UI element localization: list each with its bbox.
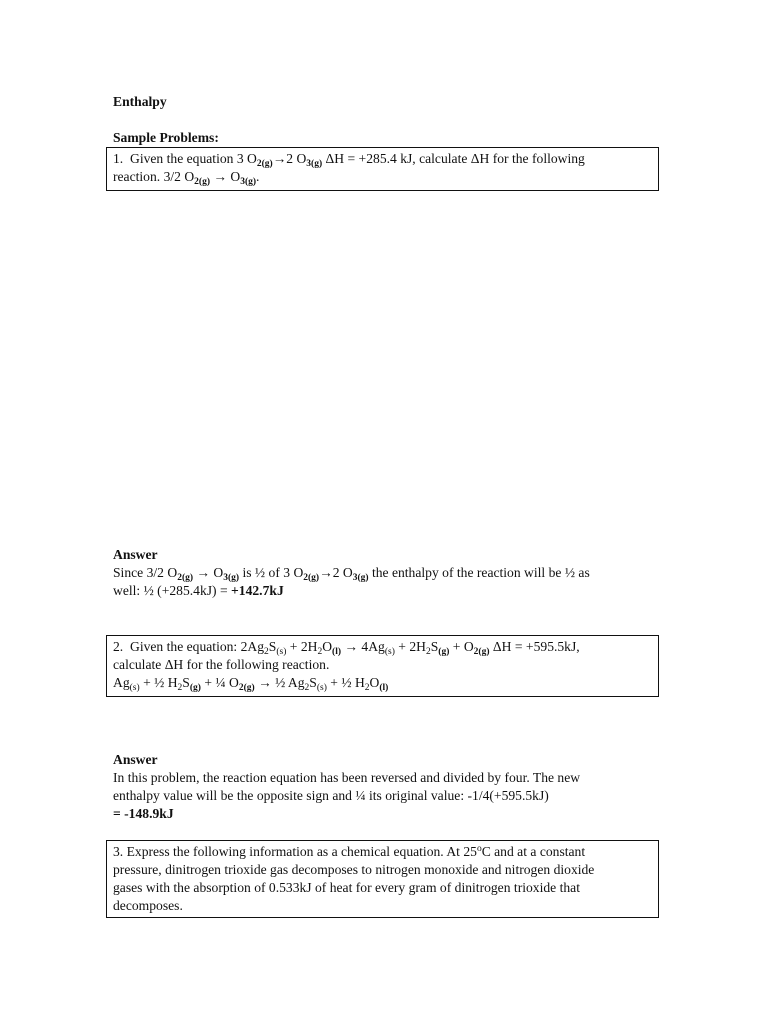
- answer-2-line-1: In this problem, the reaction equation has been reversed and divided by four. The new: [113, 770, 581, 785]
- answer-2-label: Answer: [113, 752, 158, 767]
- problem-2-line-3: $Ag_{(s)}$ + ½ $H_2S_{(g)}$ + ¼ $O_{2(g)}$ → ½ $Ag_2S_{(s)}$ + ½ $H_2O_{(l)}$: [113, 675, 389, 693]
- problem-1-box: [106, 147, 659, 191]
- answer-2-line-2: enthalpy value will be the opposite sign and ¼ its original value: -1/4(+595.5kJ): [113, 788, 549, 803]
- answer-2-line-3: = -148.9kJ: [113, 806, 174, 821]
- problem-2-line-2: calculate ΔH for the following reaction.: [113, 657, 330, 672]
- answer-1-line-1: Since 3/2 $O_{2(g)} \to O_{3(g)}$ is ½ of 3 $O_{2(g)}\to 2$ $O_{3(g)}$ the enthalpy of the reaction will be ½ as: [113, 565, 590, 583]
- answer-1-line-2: well: ½ (+285.4kJ) = +142.7kJ: [113, 583, 284, 598]
- section-heading: Sample Problems:: [113, 130, 219, 145]
- answer-1-text: [113, 564, 653, 600]
- problem-2-box: [106, 635, 659, 697]
- answer-1-result: +142.7kJ: [231, 583, 284, 598]
- page-title: Enthalpy: [113, 94, 167, 109]
- problem-3-line-1: 3. Express the following information as a chemical equation. At 25$^o$C and at a constant: [113, 844, 586, 859]
- problem-3-box: [106, 840, 659, 918]
- problem-3-line-3: gases with the absorption of 0.533kJ of heat for every gram of dinitrogen trioxide that: [113, 880, 580, 895]
- answer-2-result: -148.9kJ: [124, 806, 174, 821]
- answer-2-text: [113, 769, 653, 823]
- problem-1-line-2: reaction. 3/2 $O_{2(g)} \to O_{3(g)}$.: [113, 169, 260, 187]
- problem-2-line-1: 2. Given the equation: $2Ag_2S_{(s)} + 2H_2O_{(l)} \to 4Ag_{(s)} + 2H_2S_{(g)} + O_{2(g)}$ ΔH = +595.5kJ,: [113, 639, 580, 657]
- answer-1-label: Answer: [113, 547, 158, 562]
- problem-1-line-1: 1. Given the equation 3 $O_{2(g)}\to 2$ $O_{3(g)}$ ΔH = +285.4 kJ, calculate ΔH for the following: [113, 151, 585, 169]
- problem-3-line-2: pressure, dinitrogen trioxide gas decomposes to nitrogen monoxide and nitrogen dioxide: [113, 862, 595, 877]
- problem-3-line-4: decomposes.: [113, 898, 183, 913]
